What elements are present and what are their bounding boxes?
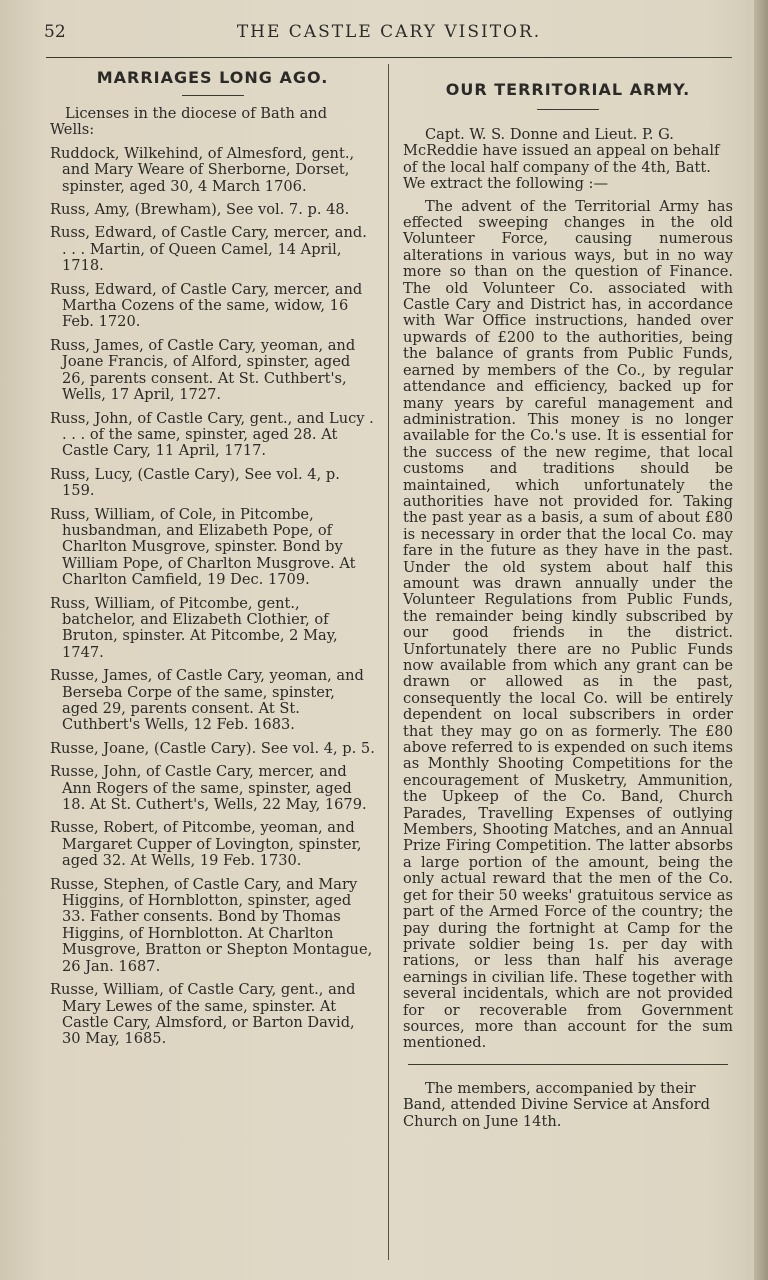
marriage-entry: Russe, Joane, (Castle Cary). See vol. 4, p. 5. xyxy=(50,739,375,757)
marriages-title: MARRIAGES LONG AGO. xyxy=(96,68,329,87)
divine-service-note: The members, accompanied by their Band, attended Divine Service at Ansford Church on June 14th. xyxy=(403,1079,710,1130)
marriages-intro: Licenses in the diocese of Bath and Wells: xyxy=(50,105,328,139)
marriage-entry: Russe, Robert, of Pitcombe, yeoman, and Margaret Cupper of Lovington, spinster, aged 32. At Wells, 19 Feb. 1730. xyxy=(50,819,362,870)
marriage-entry: Russe, William, of Castle Cary, gent., and Mary Lewes of the same, spinster. At Castle Cary, Almsford, or Barton David, 30 May, 1685. xyxy=(50,981,356,1048)
marriage-entry: Russ, Edward, of Castle Cary, mercer, and Martha Cozens of the same, widow, 16 Feb. 1720. xyxy=(50,280,363,331)
marriage-entry: Russ, John, of Castle Cary, gent., and Lucy . . . . of the same, spinster, aged 28. At Castle Cary, 11 April, 1717. xyxy=(50,409,374,460)
marriage-entry: Russe, James, of Castle Cary, yeoman, and Berseba Corpe of the same, spinster, aged 29, parents consent. At St. Cuthbert's Wells, 12 Feb. 1683. xyxy=(50,667,364,734)
territorial-column xyxy=(403,64,733,1130)
marriages-column xyxy=(50,64,375,1048)
marriage-entry: Russe, John, of Castle Cary, mercer, and Ann Rogers of the same, spinster, aged 18. At St. Cuthert's, Wells, 22 May, 1679. xyxy=(50,763,367,814)
territorial-lead: Capt. W. S. Donne and Lieut. P. G. McReddie have issued an appeal on behalf of the local half company of the 4th, Batt. We extract the following :— xyxy=(403,126,720,193)
running-head xyxy=(44,22,734,46)
marriage-entry: Russ, Edward, of Castle Cary, mercer, and. . . . Martin, of Queen Camel, 14 April, 1718. xyxy=(50,224,367,275)
marriage-entry: Russ, William, of Cole, in Pitcombe, husbandman, and Elizabeth Pope, of Charlton Musgrove, spinster. Bond by William Pope, of Charlton Musgrove. At Charlton Camfield, 19 Dec. 1709. xyxy=(50,505,356,589)
page-number: 52 xyxy=(44,22,66,42)
journal-title: THE CASTLE CARY VISITOR. xyxy=(236,22,542,42)
territorial-title-rule xyxy=(537,109,599,110)
marriage-entry: Russ, Lucy, (Castle Cary), See vol. 4, p. 159. xyxy=(50,465,340,500)
marriage-entry: Russ, James, of Castle Cary, yeoman, and Joane Francis, of Alford, spinster, aged 26, parents consent. At St. Cuthbert's, Wells, 17 April, 1727. xyxy=(50,336,356,404)
marriage-entry: Russ, William, of Pitcombe, gent., batchelor, and Elizabeth Clothier, of Bruton, spinster. At Pitcombe, 2 May, 1747. xyxy=(50,594,338,661)
territorial-body: The advent of the Territorial Army has effected sweeping changes in the old Volunteer Force, causing numerous alterations in various ways, but in no way more so than on the question of Finance. The old Volunteer Co. associated with Castle Cary and District has, in accordance with War Office instructions, handed over upwards of £200 to the authorities, being the balance of grants from Public Funds, earned by members of the Co., by regular attendance and efficiency, backed up for many years by careful management and administration. This money is no longer available for the Co.'s use. It is essential for the success of the new regime, that local customs and traditions should be maintained, which unfortunately the authorities have not provided for. Taking the past year as a basis, a sum of about £80 is necessary in order that the local Co. may fare in the future as they have in the past. Under the old system about half this amount was drawn annually under the Volunteer Regulations from Public Funds, the remainder being kindly subscribed by our good friends in the district. Unfortunately there are no Public Funds now available from which any grant can be drawn or allowed as in the past, consequently the local Co. will be entirely dependent on local subscribers in order that they may go on as formerly. The £80 above referred to is expended on such items as Monthly Shooting Competitions for the encouragement of Musketry, Ammunition, the Upkeep of the Co. Band, Church Parades, Travelling Expenses of outlying Members, Shooting Matches, and an Annual Prize Firing Competition. The latter absorbs a large portion of the amount, being the only actual reward that the men of the Co. get for their 50 weeks' gratuitous service as part of the Armed Force of the country; the pay during the fortnight at Camp for the private soldier being 1s. per day with rations, or less than half his average earnings in civilian life. These together with several incidentals, which are not provided for or recoverable from Government sources, more than account for the sum mentioned. xyxy=(403,197,733,1052)
marriages-title-rule xyxy=(182,95,244,96)
note-rule xyxy=(408,1064,728,1065)
marriage-entry: Russ, Amy, (Brewham), See vol. 7. p. 48. xyxy=(50,201,350,219)
marriage-entry: Russe, Stephen, of Castle Cary, and Mary Higgins, of Hornblotton, spinster, aged 33. Father consents. Bond by Thomas Higgins, of Hornblotton. At Charlton Musgrove, Bratton or Shepton Montague, 26 Jan. 1687. xyxy=(50,875,373,975)
header-rule xyxy=(46,57,732,58)
column-divider xyxy=(388,64,389,1260)
marriage-entry: Ruddock, Wilkehind, of Almesford, gent., and Mary Weare of Sherborne, Dorset, spinster, aged 30, 4 March 1706. xyxy=(50,144,355,195)
territorial-title: OUR TERRITORIAL ARMY. xyxy=(445,80,691,99)
page-edge xyxy=(754,0,768,1280)
